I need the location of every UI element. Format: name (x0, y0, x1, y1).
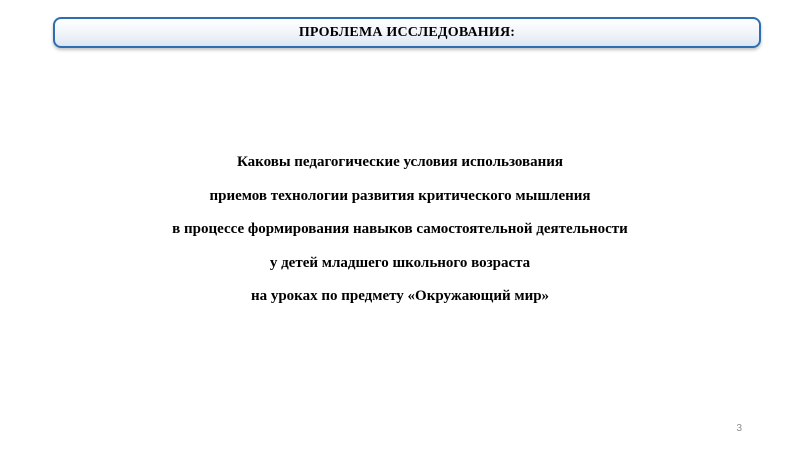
question-line-2: приемов технологии развития критического мышления (209, 187, 591, 204)
question-line-1: Каковы педагогические условия использования (236, 154, 564, 170)
question-line-5: на уроках по предмету «Окружающий мир» (250, 288, 550, 304)
research-question (0, 146, 800, 314)
page-title: ПРОБЛЕМА ИССЛЕДОВАНИЯ: (298, 24, 516, 40)
question-line-3: в процессе формирования навыков самостоятельной деятельности (172, 221, 628, 237)
header-banner (53, 17, 761, 48)
question-line-4: у детей младшего школьного возраста (269, 254, 531, 271)
page-number: 3 (736, 423, 742, 434)
